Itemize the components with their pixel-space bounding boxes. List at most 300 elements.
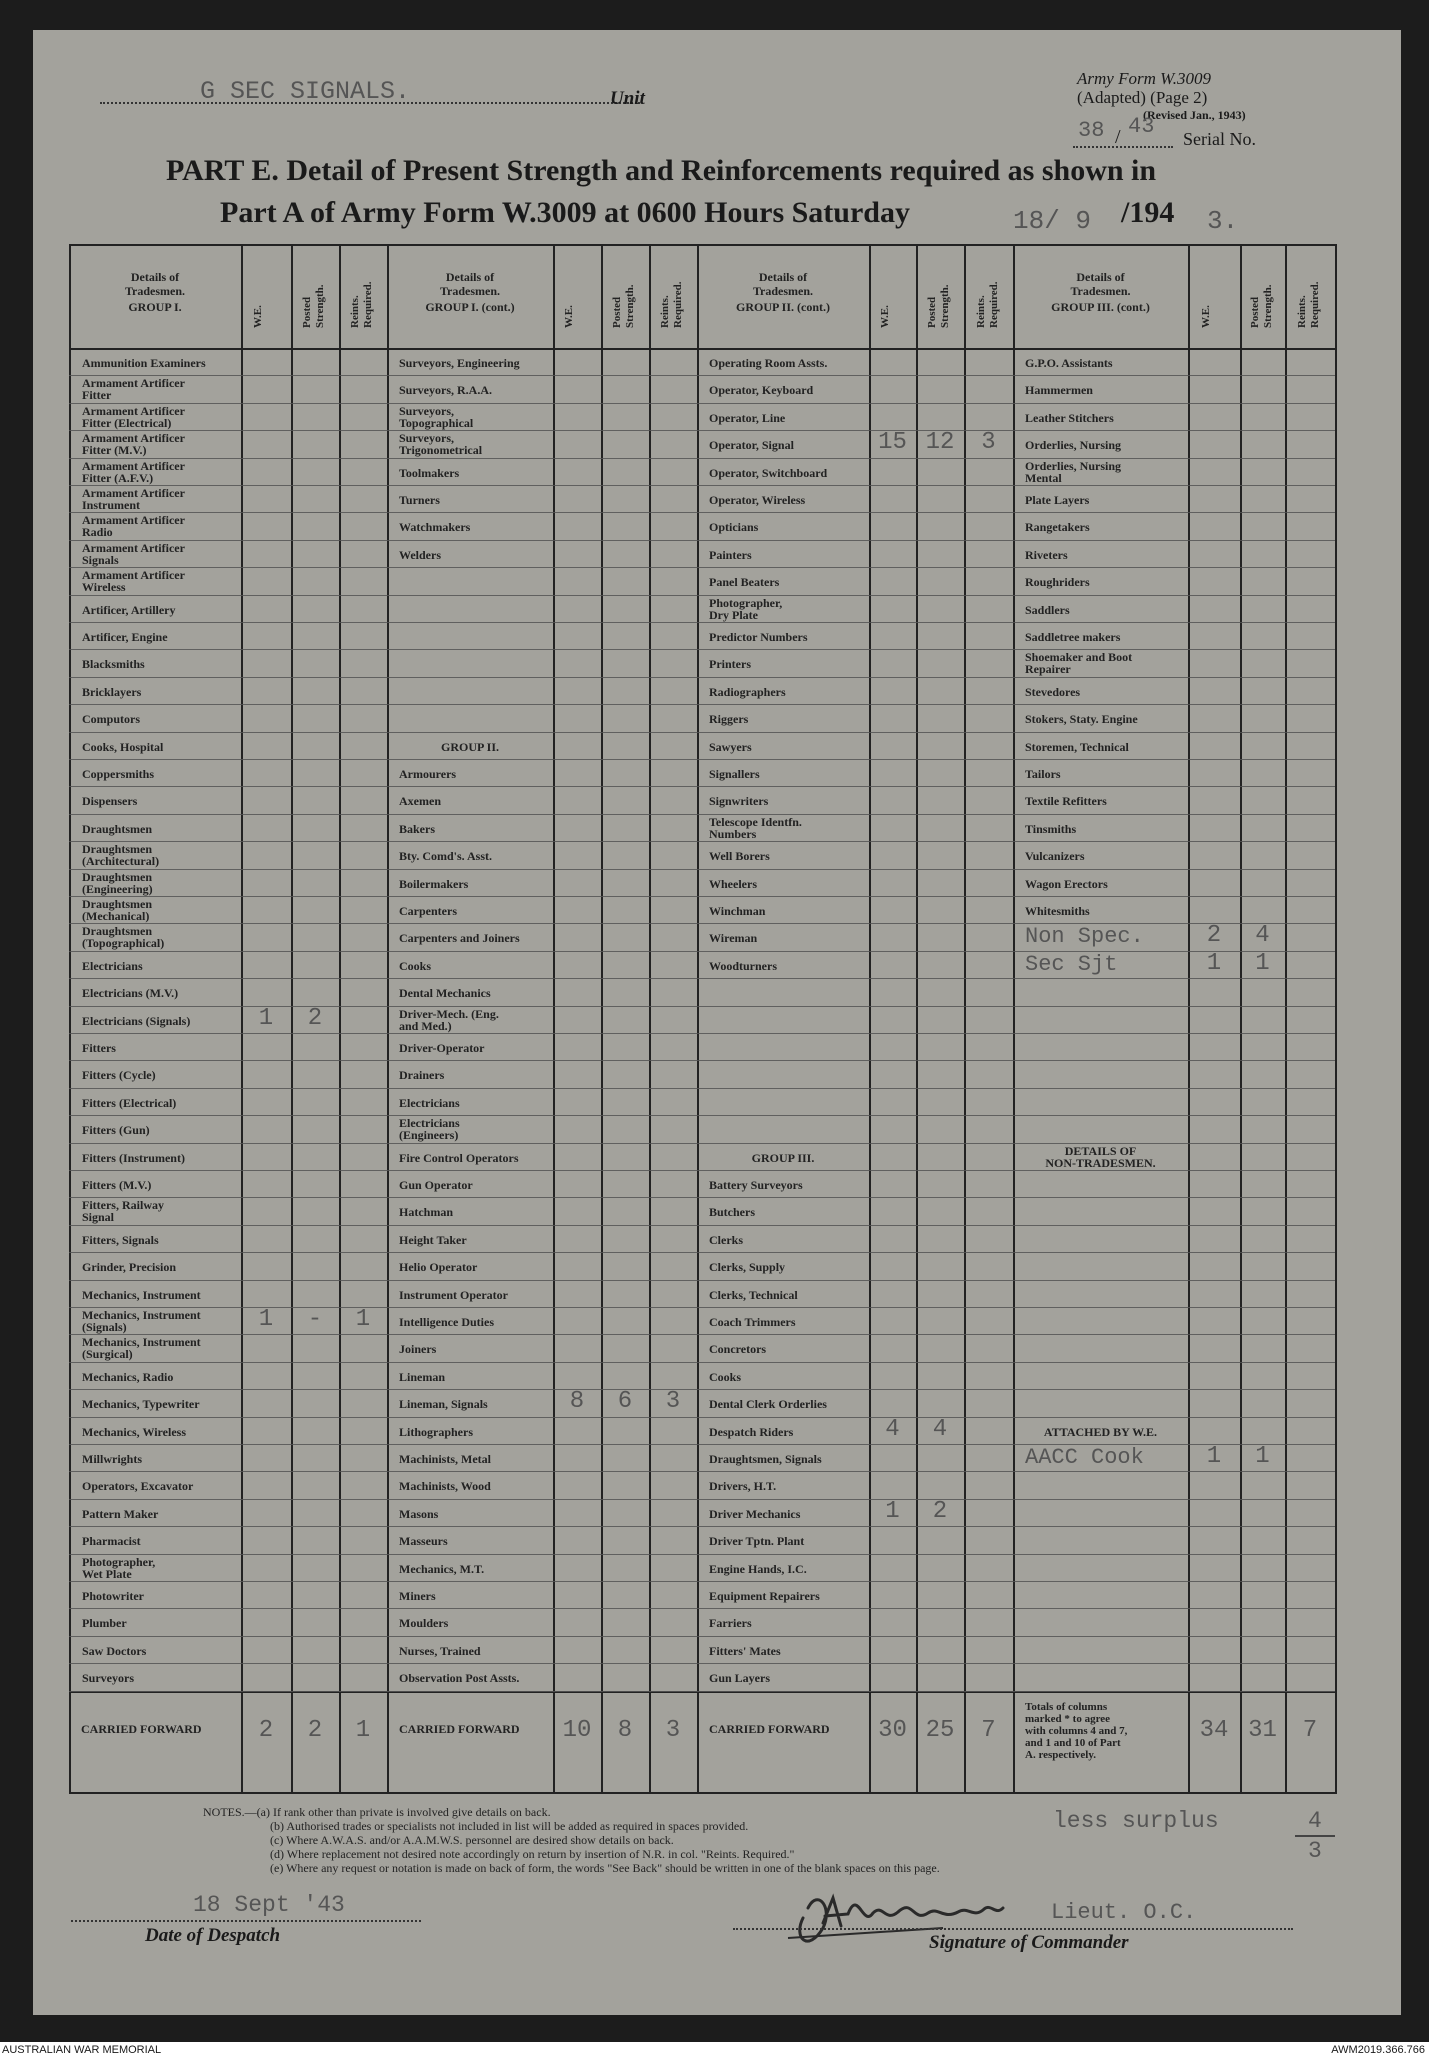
row-rule bbox=[387, 1417, 697, 1418]
carried-value-reints-required: 1 bbox=[355, 1716, 371, 1744]
row-label-masseurs: Masseurs bbox=[399, 1534, 448, 1549]
value-posted-strength: 1 bbox=[1255, 949, 1270, 977]
column-divider bbox=[964, 244, 966, 1792]
row-rule bbox=[1013, 1417, 1335, 1418]
row-label-joiners: Joiners bbox=[399, 1342, 437, 1357]
row-label-gun-layers: Gun Layers bbox=[709, 1671, 771, 1686]
row-label-dental-clerk-orderlies: Dental Clerk Orderlies bbox=[709, 1397, 827, 1412]
value-we: 15 bbox=[878, 429, 907, 457]
carried-value-posted-strength: 8 bbox=[617, 1716, 633, 1744]
row-label-cooks: Cooks bbox=[399, 958, 432, 973]
row-label-draughtsmen-architectural: Draughtsmen (Architectural) bbox=[82, 842, 160, 869]
signature-label: Signature of Commander bbox=[929, 1932, 1129, 1953]
row-label-bricklayers: Bricklayers bbox=[82, 684, 142, 699]
subheading-we: W.E. bbox=[878, 305, 891, 328]
value-posted-strength: 12 bbox=[925, 429, 955, 457]
row-label-draughtsmen: Draughtsmen bbox=[82, 821, 153, 836]
row-label-artificer-artillery: Artificer, Artillery bbox=[82, 602, 176, 617]
row-rule bbox=[697, 1389, 1013, 1390]
row-label-concretors: Concretors bbox=[709, 1342, 767, 1357]
row-label-machinists-wood: Machinists, Wood bbox=[399, 1479, 491, 1494]
carried-value-posted-strength: 2 bbox=[307, 1716, 323, 1744]
group-heading: Details of Tradesmen. GROUP I. bbox=[124, 270, 186, 314]
row-label-roughriders: Roughriders bbox=[1025, 575, 1090, 590]
row-rule bbox=[1013, 512, 1335, 513]
row-label-artificer-engine: Artificer, Engine bbox=[82, 630, 168, 644]
despatch-date: 18 Sept '43 bbox=[193, 1892, 345, 1918]
row-label-cooks-hospital: Cooks, Hospital bbox=[82, 739, 164, 754]
value-posted-strength: 2 bbox=[307, 1004, 323, 1032]
row-label-surveyors-trigonometrical: Surveyors, Trigonometrical bbox=[399, 431, 483, 458]
row-label-clerks-supply: Clerks, Supply bbox=[709, 1260, 786, 1275]
row-label-wagon-erectors: Wagon Erectors bbox=[1025, 876, 1108, 891]
row-label-fitters-instrument: Fitters (Instrument) bbox=[82, 1150, 185, 1165]
row-rule bbox=[387, 1636, 697, 1637]
row-label-winchman: Winchman bbox=[709, 904, 766, 918]
row-rule bbox=[1013, 1334, 1335, 1335]
row-label-electricians: Electricians bbox=[399, 1095, 460, 1110]
credit-left: AUSTRALIAN WAR MEMORIAL bbox=[2, 2044, 162, 2056]
row-label-photographer-dry-plate: Photographer, Dry Plate bbox=[709, 595, 783, 622]
row-rule bbox=[697, 1280, 1013, 1281]
serial-slash: / bbox=[1115, 126, 1121, 148]
note-e: (e) Where any request or notation is made on back of form, the words "See Back" should be written in one of the blank spaces on this page. bbox=[270, 1861, 940, 1875]
row-label-machinists-metal: Machinists, Metal bbox=[399, 1452, 491, 1466]
row-rule bbox=[69, 1252, 387, 1253]
row-rule bbox=[69, 1444, 387, 1445]
row-label-operator-switchboard: Operator, Switchboard bbox=[709, 465, 828, 480]
value-we: 8 bbox=[569, 1388, 585, 1416]
subheading-posted-strength: Posted Strength. bbox=[611, 284, 636, 328]
row-rule bbox=[69, 814, 387, 815]
form-title-line2: Part A of Army Form W.3009 at 0600 Hours Saturday bbox=[220, 196, 910, 229]
row-label-electricians-signals: Electricians (Signals) bbox=[82, 1013, 191, 1028]
row-label-signallers: Signallers bbox=[709, 767, 760, 781]
row-rule bbox=[387, 485, 697, 486]
row-label-watchmakers: Watchmakers bbox=[399, 520, 471, 535]
row-rule bbox=[1013, 567, 1335, 568]
row-rule bbox=[387, 1170, 697, 1171]
row-rule bbox=[69, 1499, 387, 1500]
row-rule bbox=[387, 841, 697, 842]
typed-entry-non-spec-: Non Spec. bbox=[1025, 924, 1144, 950]
row-label-instrument-operator: Instrument Operator bbox=[399, 1287, 508, 1302]
row-rule bbox=[69, 1115, 387, 1116]
row-rule bbox=[697, 786, 1013, 787]
row-rule bbox=[69, 1170, 387, 1171]
row-rule bbox=[1013, 677, 1335, 678]
row-rule bbox=[69, 1225, 387, 1226]
row-label-armament-artificer-radio: Armament Artificer Radio bbox=[82, 513, 185, 540]
value-we: 1 bbox=[258, 1004, 274, 1032]
row-rule bbox=[697, 759, 1013, 760]
subheading-we: W.E. bbox=[1200, 305, 1212, 328]
column-divider bbox=[1188, 244, 1190, 1792]
row-label-battery-surveyors: Battery Surveyors bbox=[709, 1178, 803, 1192]
row-rule bbox=[1013, 622, 1335, 623]
row-label-mechanics-instrument-signals: Mechanics, Instrument (Signals) bbox=[82, 1308, 201, 1334]
row-label-despatch-riders: Despatch Riders bbox=[709, 1424, 794, 1439]
column-divider bbox=[916, 244, 918, 1792]
row-rule bbox=[1013, 1143, 1335, 1144]
row-label-wireman: Wireman bbox=[709, 931, 758, 946]
row-rule bbox=[387, 1334, 697, 1335]
row-rule bbox=[1013, 1663, 1335, 1664]
row-label-operating-room-assts: Operating Room Assts. bbox=[709, 356, 828, 370]
row-rule bbox=[697, 403, 1013, 404]
signature-rank: Lieut. O.C. bbox=[1051, 1900, 1197, 1925]
credit-strip bbox=[0, 2042, 1429, 2061]
row-rule bbox=[387, 1060, 697, 1061]
row-label-blacksmiths: Blacksmiths bbox=[82, 657, 145, 672]
value-reints-required: 3 bbox=[665, 1388, 681, 1416]
row-label-fitters-cycle: Fitters (Cycle) bbox=[82, 1068, 156, 1083]
form-sheet bbox=[33, 30, 1401, 2015]
row-rule bbox=[697, 1033, 1013, 1034]
carried-value-we: 10 bbox=[562, 1716, 592, 1744]
row-rule bbox=[69, 1636, 387, 1637]
row-rule bbox=[387, 732, 697, 733]
row-rule bbox=[697, 1554, 1013, 1555]
row-label-driver-tptn-plant: Driver Tptn. Plant bbox=[709, 1534, 805, 1549]
row-label-bty-comd-s-asst: Bty. Comd's. Asst. bbox=[399, 849, 493, 864]
row-label-operator-line: Operator, Line bbox=[709, 410, 786, 425]
row-rule bbox=[697, 704, 1013, 705]
row-rule bbox=[387, 1307, 697, 1308]
row-rule bbox=[387, 786, 697, 787]
row-rule bbox=[697, 1417, 1013, 1418]
row-label-turners: Turners bbox=[399, 493, 440, 507]
row-rule bbox=[69, 1608, 387, 1609]
subheading-posted-strength: Posted Strength. bbox=[1248, 284, 1274, 328]
row-rule bbox=[1013, 896, 1335, 897]
row-label-electricians-m-v: Electricians (M.V.) bbox=[82, 986, 179, 1001]
row-rule bbox=[697, 1088, 1013, 1089]
serial-label: Serial No. bbox=[1183, 129, 1256, 149]
row-rule bbox=[69, 649, 387, 650]
row-rule bbox=[69, 1006, 387, 1007]
row-label-computors: Computors bbox=[82, 712, 141, 727]
row-rule bbox=[1013, 1006, 1335, 1007]
row-rule bbox=[69, 704, 387, 705]
row-rule bbox=[1013, 1554, 1335, 1555]
row-rule bbox=[387, 1499, 697, 1500]
row-label-armament-artificer-fitter-electrical: Armament Artificer Fitter (Electrical) bbox=[82, 403, 185, 430]
row-label-riggers: Riggers bbox=[709, 712, 749, 727]
row-label-draughtsmen-engineering: Draughtsmen (Engineering) bbox=[82, 869, 153, 896]
carried-forward-label: CARRIED FORWARD bbox=[709, 1721, 830, 1736]
row-label-mechanics-typewriter: Mechanics, Typewriter bbox=[82, 1397, 200, 1412]
row-rule bbox=[387, 896, 697, 897]
row-rule bbox=[387, 923, 697, 924]
column-divider bbox=[601, 244, 603, 1792]
carried-forward-label: CARRIED FORWARD bbox=[399, 1721, 520, 1736]
row-label-farriers: Farriers bbox=[709, 1616, 752, 1631]
less-surplus-label: less surplus bbox=[1053, 1808, 1219, 1834]
row-rule bbox=[387, 540, 697, 541]
row-label-tailors: Tailors bbox=[1025, 767, 1061, 781]
row-label-pharmacist: Pharmacist bbox=[82, 1534, 141, 1549]
row-rule bbox=[697, 951, 1013, 952]
carried-forward-label: CARRIED FORWARD bbox=[81, 1721, 202, 1736]
row-rule bbox=[69, 1691, 387, 1692]
row-rule bbox=[387, 1691, 697, 1692]
row-rule bbox=[1013, 732, 1335, 733]
row-label-plate-layers: Plate Layers bbox=[1025, 493, 1090, 507]
section-heading: GROUP II. bbox=[440, 739, 499, 754]
row-rule bbox=[1013, 375, 1335, 376]
value-reints-required: 3 bbox=[981, 429, 996, 457]
row-label-operators-excavator: Operators, Excavator bbox=[82, 1479, 194, 1494]
row-rule bbox=[1013, 1170, 1335, 1171]
row-label-dental-mechanics: Dental Mechanics bbox=[399, 986, 491, 1001]
row-label-grinder-precision: Grinder, Precision bbox=[82, 1260, 176, 1275]
row-rule bbox=[69, 1417, 387, 1418]
surplus-bottom: 3 bbox=[1308, 1838, 1322, 1864]
row-label-wheelers: Wheelers bbox=[709, 876, 757, 891]
unit-dotted-line bbox=[100, 102, 640, 104]
carried-forward-label: Totals of columns marked * to agree with columns 4 and 7, and 1 and 10 of Part A. respectively. bbox=[1025, 1700, 1128, 1761]
row-rule bbox=[697, 869, 1013, 870]
row-label-electricians: Electricians bbox=[82, 958, 143, 973]
row-label-helio-operator: Helio Operator bbox=[399, 1260, 478, 1275]
row-label-operator-keyboard: Operator, Keyboard bbox=[709, 383, 814, 398]
row-label-well-borers: Well Borers bbox=[709, 849, 770, 864]
form-number: Army Form W.3009 bbox=[1077, 69, 1211, 88]
subheading-we: W.E. bbox=[563, 305, 575, 328]
value-we: 1 bbox=[1206, 1443, 1222, 1470]
row-rule bbox=[697, 896, 1013, 897]
row-label-opticians: Opticians bbox=[709, 520, 759, 535]
row-label-woodturners: Woodturners bbox=[709, 958, 778, 973]
row-rule bbox=[697, 567, 1013, 568]
row-label-leather-stitchers: Leather Stitchers bbox=[1025, 410, 1114, 425]
title-year: /194 bbox=[1121, 196, 1175, 229]
row-label-armament-artificer-wireless: Armament Artificer Wireless bbox=[82, 568, 185, 595]
row-rule bbox=[69, 595, 387, 596]
row-label-drainers: Drainers bbox=[399, 1068, 445, 1083]
row-rule bbox=[69, 1581, 387, 1582]
row-rule bbox=[1013, 595, 1335, 596]
row-label-panel-beaters: Panel Beaters bbox=[709, 575, 780, 590]
row-rule bbox=[387, 622, 697, 623]
signature-dotted-line bbox=[733, 1928, 1293, 1930]
form-revised: (Revised Jan., 1943) bbox=[1143, 108, 1246, 122]
value-posted-strength: 4 bbox=[1255, 922, 1270, 950]
row-label-whitesmiths: Whitesmiths bbox=[1025, 904, 1090, 918]
row-label-drivers-h-t: Drivers, H.T. bbox=[709, 1479, 777, 1494]
row-label-fitters-mates: Fitters' Mates bbox=[709, 1643, 781, 1658]
row-label-moulders: Moulders bbox=[399, 1616, 449, 1631]
row-label-fitters-m-v: Fitters (M.V.) bbox=[82, 1178, 152, 1192]
row-rule bbox=[387, 1554, 697, 1555]
row-rule bbox=[1013, 1197, 1335, 1198]
serial-value-a: 38 bbox=[1078, 118, 1105, 143]
row-rule bbox=[387, 595, 697, 596]
row-rule bbox=[697, 732, 1013, 733]
row-rule bbox=[697, 1526, 1013, 1527]
row-rule bbox=[697, 1581, 1013, 1582]
row-label-lineman-signals: Lineman, Signals bbox=[399, 1397, 488, 1412]
group-heading: Details of Tradesmen. GROUP I. (cont.) bbox=[425, 270, 515, 314]
row-label-coppersmiths: Coppersmiths bbox=[82, 767, 155, 781]
carried-value-reints-required: 7 bbox=[981, 1716, 996, 1744]
row-label-armament-artificer-instrument: Armament Artificer Instrument bbox=[82, 486, 185, 512]
row-rule bbox=[387, 1471, 697, 1472]
typed-entry-sec-sjt: Sec Sjt bbox=[1025, 951, 1118, 977]
typed-entry-aacc-cook: AACC Cook bbox=[1025, 1445, 1144, 1470]
row-label-saw-doctors: Saw Doctors bbox=[82, 1643, 147, 1658]
row-label-armament-artificer-fitter-m-v: Armament Artificer Fitter (M.V.) bbox=[82, 431, 185, 458]
row-rule bbox=[387, 869, 697, 870]
row-rule bbox=[387, 978, 697, 979]
row-rule bbox=[69, 1033, 387, 1034]
despatch-dotted-line bbox=[71, 1920, 421, 1922]
row-rule bbox=[1013, 1088, 1335, 1089]
row-label-lithographers: Lithographers bbox=[399, 1424, 474, 1439]
row-label-telescope-identfn-numbers: Telescope Identfn. Numbers bbox=[709, 814, 802, 841]
row-rule bbox=[697, 1334, 1013, 1335]
row-label-orderlies-nursing: Orderlies, Nursing bbox=[1025, 438, 1121, 453]
row-rule bbox=[387, 1526, 697, 1527]
section-heading: GROUP III. bbox=[751, 1150, 815, 1165]
row-label-plumber: Plumber bbox=[82, 1616, 127, 1631]
row-label-armament-artificer-fitter-a-f-v: Armament Artificer Fitter (A.F.V.) bbox=[82, 458, 185, 485]
row-rule bbox=[69, 677, 387, 678]
table-top-border bbox=[69, 244, 1337, 246]
row-rule bbox=[1013, 1362, 1335, 1363]
row-label-electricians-engineers: Electricians (Engineers) bbox=[399, 1116, 460, 1143]
row-label-stevedores: Stevedores bbox=[1025, 684, 1081, 699]
row-label-hatchman: Hatchman bbox=[399, 1205, 453, 1220]
column-divider bbox=[1240, 244, 1242, 1792]
row-rule bbox=[1013, 1033, 1335, 1034]
row-label-predictor-numbers: Predictor Numbers bbox=[709, 630, 808, 644]
row-rule bbox=[387, 814, 697, 815]
title-year-end: 3. bbox=[1207, 206, 1239, 236]
row-rule bbox=[697, 512, 1013, 513]
row-rule bbox=[697, 1691, 1013, 1692]
row-rule bbox=[69, 1471, 387, 1472]
row-rule bbox=[1013, 485, 1335, 486]
table-header-border bbox=[69, 348, 1337, 350]
row-rule bbox=[697, 1225, 1013, 1226]
title-date: 18/ 9 bbox=[1013, 206, 1092, 236]
row-label-textile-refitters: Textile Refitters bbox=[1025, 794, 1107, 809]
row-label-fitters: Fitters bbox=[82, 1041, 116, 1055]
row-rule bbox=[387, 567, 697, 568]
row-label-draughtsmen-mechanical: Draughtsmen (Mechanical) bbox=[82, 897, 153, 923]
row-rule bbox=[1013, 430, 1335, 431]
row-label-driver-mechanics: Driver Mechanics bbox=[709, 1506, 801, 1521]
row-rule bbox=[1013, 1389, 1335, 1390]
value-posted-strength: - bbox=[307, 1306, 323, 1333]
row-label-operator-wireless: Operator, Wireless bbox=[709, 493, 806, 507]
row-label-cooks: Cooks bbox=[709, 1369, 742, 1384]
row-rule bbox=[387, 951, 697, 952]
row-rule bbox=[1013, 978, 1335, 979]
value-posted-strength: 4 bbox=[932, 1415, 948, 1443]
row-rule bbox=[387, 677, 697, 678]
row-rule bbox=[1013, 1225, 1335, 1226]
row-rule bbox=[387, 649, 697, 650]
row-rule bbox=[697, 1471, 1013, 1472]
row-label-painters: Painters bbox=[709, 547, 752, 562]
row-rule bbox=[697, 1663, 1013, 1664]
row-rule bbox=[697, 1252, 1013, 1253]
row-label-hammermen: Hammermen bbox=[1025, 383, 1093, 398]
row-label-bakers: Bakers bbox=[399, 821, 435, 836]
column-divider bbox=[553, 244, 555, 1792]
row-rule bbox=[387, 1088, 697, 1089]
value-posted-strength: 1 bbox=[1255, 1443, 1270, 1470]
row-label-operator-signal: Operator, Signal bbox=[709, 438, 794, 453]
row-label-sawyers: Sawyers bbox=[709, 739, 752, 754]
row-rule bbox=[1013, 1252, 1335, 1253]
row-rule bbox=[387, 1608, 697, 1609]
row-rule bbox=[697, 923, 1013, 924]
row-rule bbox=[69, 732, 387, 733]
row-label-photographer-wet-plate: Photographer, Wet Plate bbox=[82, 1554, 156, 1581]
row-label-shoemaker-and-boot-repairer: Shoemaker and Boot Repairer bbox=[1025, 650, 1133, 677]
row-label-observation-post-assts: Observation Post Assts. bbox=[399, 1671, 520, 1686]
row-rule bbox=[69, 1389, 387, 1390]
row-label-butchers: Butchers bbox=[709, 1205, 755, 1220]
subheading-posted-strength: Posted Strength. bbox=[301, 284, 326, 328]
group-heading: Details of Tradesmen. GROUP II. (cont.) bbox=[736, 270, 830, 314]
row-rule bbox=[387, 759, 697, 760]
row-rule bbox=[69, 1088, 387, 1089]
row-label-axemen: Axemen bbox=[399, 794, 441, 809]
row-label-storemen-technical: Storemen, Technical bbox=[1025, 739, 1129, 754]
row-rule bbox=[387, 1362, 697, 1363]
row-rule bbox=[697, 1115, 1013, 1116]
subheading-reints-required: Reints. Required. bbox=[1296, 281, 1321, 328]
row-rule bbox=[697, 1197, 1013, 1198]
value-we: 2 bbox=[1206, 922, 1222, 950]
row-rule bbox=[697, 485, 1013, 486]
table-bottom-border bbox=[69, 1792, 1337, 1794]
subheading-we: W.E. bbox=[252, 305, 264, 328]
surplus-top: 4 bbox=[1308, 1808, 1322, 1834]
row-label-toolmakers: Toolmakers bbox=[399, 465, 460, 480]
row-label-lineman: Lineman bbox=[399, 1369, 446, 1384]
row-label-armament-artificer-fitter: Armament Artificer Fitter bbox=[82, 376, 185, 403]
row-label-coach-trimmers: Coach Trimmers bbox=[709, 1315, 796, 1329]
value-we: 1 bbox=[1206, 949, 1222, 977]
row-label-saddlers: Saddlers bbox=[1025, 602, 1070, 617]
row-label-radiographers: Radiographers bbox=[709, 684, 786, 699]
column-divider bbox=[649, 244, 651, 1792]
row-rule bbox=[697, 622, 1013, 623]
row-label-fire-control-operators: Fire Control Operators bbox=[399, 1150, 519, 1165]
row-rule bbox=[697, 375, 1013, 376]
row-label-millwrights: Millwrights bbox=[82, 1452, 142, 1466]
row-rule bbox=[697, 1499, 1013, 1500]
row-rule bbox=[1013, 1060, 1335, 1061]
row-label-pattern-maker: Pattern Maker bbox=[82, 1506, 159, 1521]
value-reints-required: 1 bbox=[355, 1306, 371, 1333]
row-label-miners: Miners bbox=[399, 1589, 436, 1603]
row-label-photowriter: Photowriter bbox=[82, 1589, 144, 1603]
section-heading: ATTACHED BY W.E. bbox=[1043, 1424, 1158, 1439]
row-rule bbox=[1013, 1471, 1335, 1472]
column-divider bbox=[1285, 244, 1287, 1792]
row-label-engine-hands-i-c: Engine Hands, I.C. bbox=[709, 1561, 807, 1576]
row-rule bbox=[1013, 786, 1335, 787]
row-rule bbox=[1013, 1581, 1335, 1582]
row-rule bbox=[1013, 1526, 1335, 1527]
